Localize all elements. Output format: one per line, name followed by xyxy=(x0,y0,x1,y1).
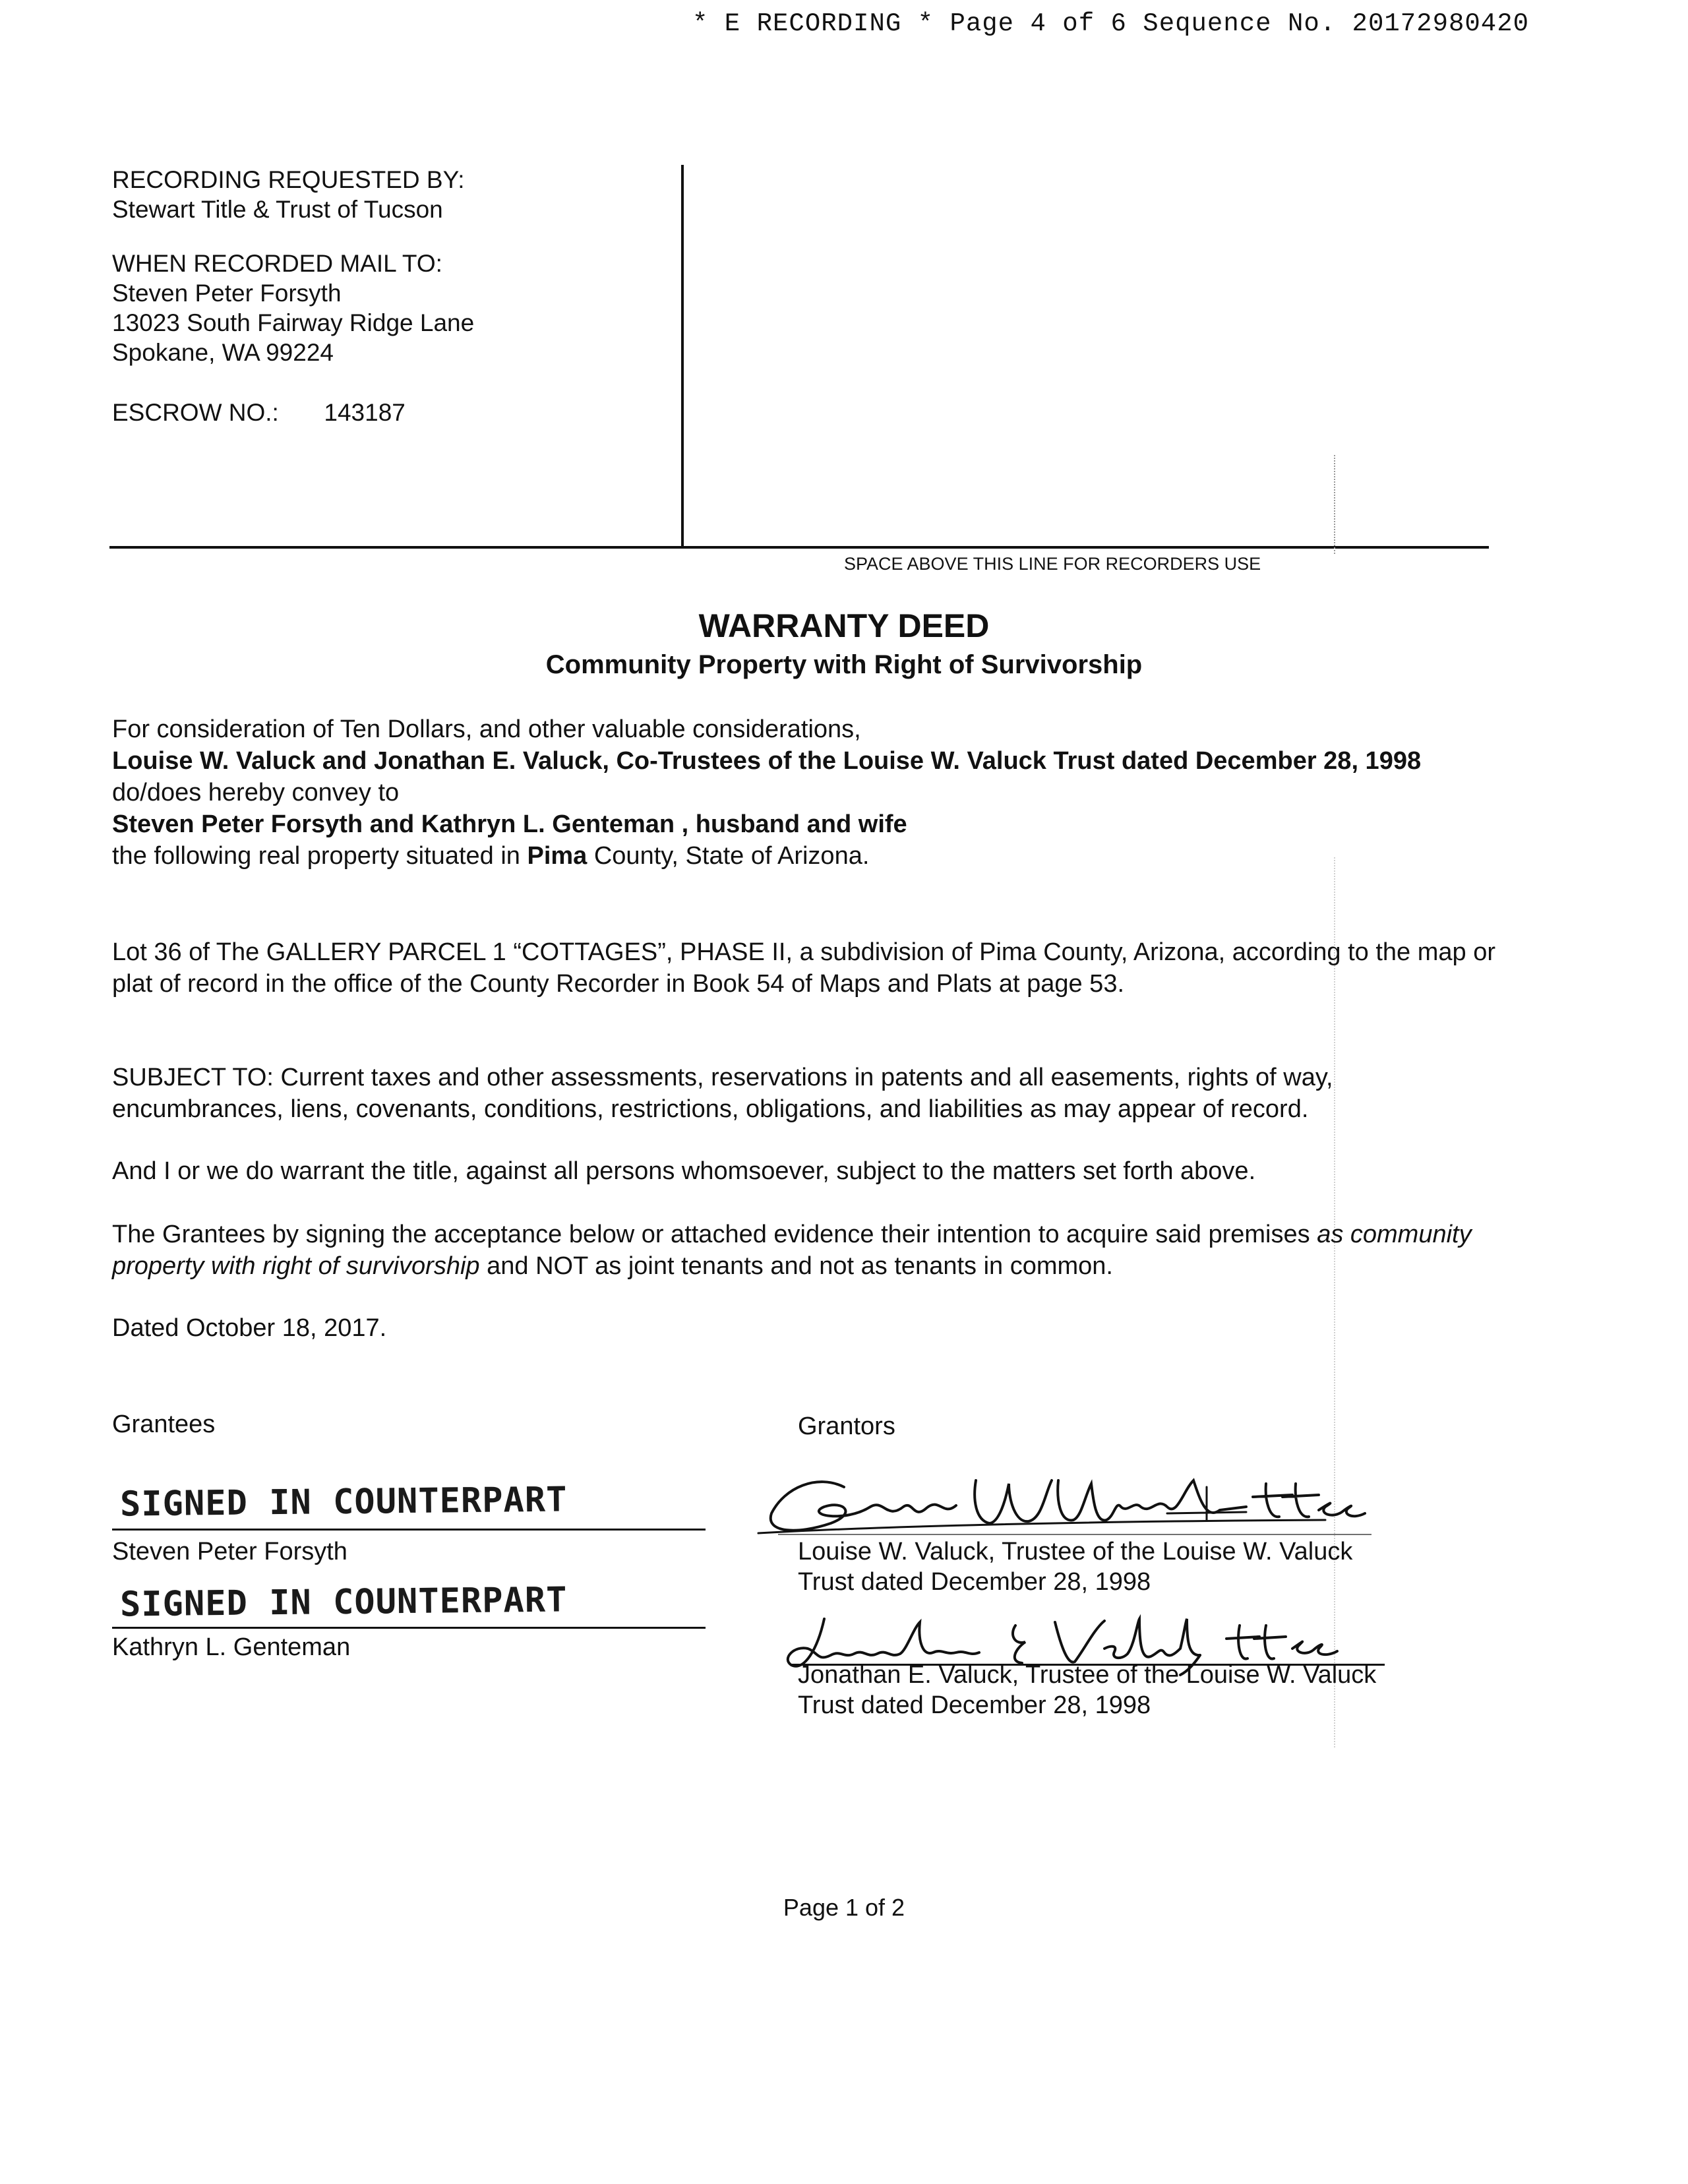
page-number: Page 1 of 2 xyxy=(783,1894,905,1921)
recording-requested-by: Stewart Title & Trust of Tucson xyxy=(112,196,443,223)
situated-text xyxy=(112,840,1497,872)
grantor-2-caption-line2: Trust dated December 28, 1998 xyxy=(798,1691,1151,1719)
scan-artifact-mark xyxy=(1334,455,1335,554)
intention-post: and NOT as joint tenants and not as tenants in common. xyxy=(479,1252,1113,1280)
convey-text: do/does hereby convey to xyxy=(112,779,400,806)
mail-to-label: WHEN RECORDED MAIL TO: xyxy=(112,250,442,277)
recording-requested-block xyxy=(112,165,465,224)
recorders-use-note: SPACE ABOVE THIS LINE FOR RECORDERS USE xyxy=(844,554,1261,574)
situated-pre: the following real property situated in xyxy=(112,842,528,870)
grantor-1-caption xyxy=(798,1536,1352,1597)
recording-stamp-header: * E RECORDING * Page 4 of 6 Sequence No. 20172980420 xyxy=(692,9,1529,38)
grantee-1-name: Steven Peter Forsyth xyxy=(112,1538,347,1565)
intention-italic: as community property with right of survivorship xyxy=(112,1221,1472,1280)
mail-to-block xyxy=(112,249,474,367)
mail-to-name: Steven Peter Forsyth xyxy=(112,280,342,307)
grantor-1-caption-line1: Louise W. Valuck, Trustee of the Louise W. Valuck xyxy=(798,1538,1353,1565)
recording-requested-label: RECORDING REQUESTED BY: xyxy=(112,166,465,193)
grantee-1-signature-line xyxy=(112,1529,706,1531)
grantees-names: Steven Peter Forsyth and Kathryn L. Genteman , husband and wife xyxy=(112,810,907,838)
grantor-2-caption-line1: Jonathan E. Valuck, Trustee of the Louise W. Valuck xyxy=(798,1661,1377,1689)
legal-description: Lot 36 of The GALLERY PARCEL 1 “COTTAGES”, PHASE II, a subdivision of Pima County, Arizona, according to the map or plat of record in the office of the County Recorder in Book 54 of Maps and Plats at page 53. xyxy=(112,938,1496,998)
escrow-block xyxy=(112,398,406,427)
recorder-box-vertical-rule xyxy=(681,165,684,547)
mail-to-street: 13023 South Fairway Ridge Lane xyxy=(112,309,475,336)
grantee-2-name: Kathryn L. Genteman xyxy=(112,1633,351,1661)
grantors-label: Grantors xyxy=(798,1412,895,1440)
grantor-1-caption-line2: Trust dated December 28, 1998 xyxy=(798,1568,1151,1596)
counterpart-stamp-1: SIGNED IN COUNTERPART xyxy=(119,1480,568,1525)
grantor-1-signature-line xyxy=(778,1534,1372,1535)
grantors-names: Louise W. Valuck and Jonathan E. Valuck, Co-Trustees of the Louise W. Valuck Trust dated December 28, 1998 xyxy=(112,747,1422,775)
recorder-box-horizontal-rule xyxy=(109,546,1489,549)
deed-subtitle: Community Property with Right of Survivorship xyxy=(545,650,1143,679)
warranty-paragraph: And I or we do warrant the title, against all persons whomsoever, subject to the matters set forth above. xyxy=(112,1157,1256,1185)
escrow-number: 143187 xyxy=(324,399,406,426)
intention-pre: The Grantees by signing the acceptance below or attached evidence their intention to acquire said premises xyxy=(112,1221,1317,1248)
consideration-paragraph xyxy=(112,713,1497,872)
deed-title: WARRANTY DEED xyxy=(698,607,990,644)
situated-post: County, State of Arizona. xyxy=(587,842,870,870)
grantees-intention-paragraph xyxy=(112,1219,1497,1282)
consideration-text: For consideration of Ten Dollars, and other valuable considerations, xyxy=(112,715,861,743)
mail-to-city: Spokane, WA 99224 xyxy=(112,339,334,366)
grantor-2-caption xyxy=(798,1660,1376,1720)
escrow-label: ESCROW NO.: xyxy=(112,399,279,426)
grantee-2-signature-line xyxy=(112,1627,706,1629)
counterpart-stamp-2: SIGNED IN COUNTERPART xyxy=(119,1580,568,1625)
dated-line: Dated October 18, 2017. xyxy=(112,1314,387,1342)
subject-to-paragraph: SUBJECT TO: Current taxes and other assessments, reservations in patents and all easements, rights of way, encumbrances, liens, covenants, conditions, restrictions, obligations, and liabilities as may appear of record. xyxy=(112,1064,1333,1123)
grantees-label: Grantees xyxy=(112,1410,216,1438)
county-name: Pima xyxy=(527,842,588,870)
